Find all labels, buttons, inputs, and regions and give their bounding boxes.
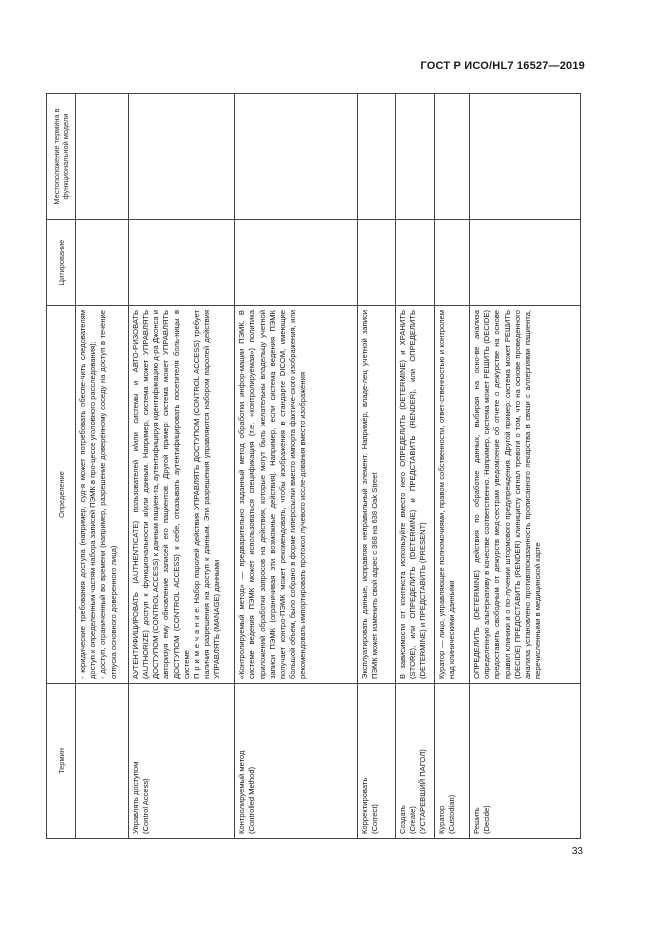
table-row bbox=[395, 94, 434, 839]
column-header-citation: Цитирование bbox=[47, 220, 76, 306]
citation-cell bbox=[434, 220, 469, 306]
definition-cell bbox=[434, 306, 469, 684]
location-cell bbox=[76, 94, 129, 220]
term-english: (Controlled Method) bbox=[247, 766, 257, 834]
location-cell bbox=[469, 94, 580, 220]
page-number: 33 bbox=[571, 846, 583, 857]
term-name: Контролируемый метод bbox=[237, 750, 247, 834]
table-row bbox=[76, 94, 129, 839]
location-cell bbox=[128, 94, 234, 220]
term-name: Создать bbox=[397, 805, 407, 834]
citation-cell bbox=[469, 220, 580, 306]
definition-paragraph: Эксплуатировать данные, исправляя неправильный элемент. Например, владе-лец учетной записи ПЭМК может изменить свой адрес с 368 на 638 Oak Street bbox=[360, 310, 380, 679]
table-row bbox=[434, 94, 469, 839]
location-cell bbox=[235, 94, 358, 220]
term-cell bbox=[358, 684, 395, 839]
rotated-table-wrapper bbox=[46, 94, 581, 839]
definition-paragraph: В зависимости от контекста используйте вместо него ОПРЕДЕЛИТЬ (DETERMINE) и ХРАНИТЬ (STORE), или ОПРЕДЕЛИТЬ (DETERMINE) и ПРЕДСТАВИТЬ (RENDER), или ОПРЕДЕЛИТЬ (DETERMINE) и ПРЕДСТАВИТЬ (PRESENT) bbox=[397, 310, 428, 679]
term-name: Куратор bbox=[436, 805, 446, 834]
term-english: (Create) bbox=[407, 806, 417, 834]
term-english: (Control Access) bbox=[140, 778, 150, 834]
column-header-term: Термин bbox=[47, 684, 76, 839]
citation-cell bbox=[358, 220, 395, 306]
term-cell bbox=[434, 684, 469, 839]
term-cell bbox=[395, 684, 434, 839]
column-header-definition: Определение bbox=[47, 306, 76, 684]
term-english: (Custodian) bbox=[446, 794, 456, 834]
location-cell bbox=[434, 94, 469, 220]
citation-cell bbox=[235, 220, 358, 306]
term-note: (УСТАРЕВШИЙ ПАГОЛ) bbox=[418, 749, 428, 834]
citation-cell bbox=[395, 220, 434, 306]
term-cell bbox=[76, 684, 129, 839]
definition-paragraph: АУТЕНТИФИЦИРОВАТЬ (AUTHENTICATE) пользователей и/или системы и АВТО-РИЗОВАТЬ (AUTHORIZE) доступ к функциональности и/или данным. Например, система может УПРАВЛЯТЬ ДОСТУПОМ (CONTROL ACCESS) к данным пациен-та, аутентифицируя идентификацию д-ра Джонса и авторизуя ему обновление записей его пациентов. Другой пример: система может УПРАВЛЯТЬ ДОСТУПОМ (CONTROL ACCESS) к себе, отказывать аутентифицировать посетителя боль-ницы в системе bbox=[130, 310, 191, 679]
term-name: Решить bbox=[471, 807, 481, 834]
table-header-row bbox=[47, 94, 76, 839]
document-code-header: ГОСТ Р ИСО/HL7 16527—2019 bbox=[420, 60, 585, 72]
terms-table bbox=[46, 93, 581, 839]
definition-paragraph: ОПРЕДЕЛИТЬ (DETERMINE) действия по обработке данных, выбирая на осно-ве анализа определенную альтернативу в качестве соответственно. Например, система может РЕШИТЬ (DECIDE) предоставить свободным от дежурств мед-сестрам уведомление об отчете о дежурстве на основе правил клиники и о по-лучении штормового предупреждения. Другой пример: система может РЕШИТЬ (DECIDE) ПРЕДОСТАВИТЬ (RENDER) клиницисту сигнал тревоги о том, что на основе проведенного анализа установлено противопоказанность прописанного лекарства в связи с аллергиями пациента, перечисленными в медицинской карте bbox=[471, 310, 543, 679]
definition-paragraph: - юридические требования доступа (например, суд-я может потребовать обеспе-чить следователям доступ к определенным частям набора записей ПЭМК в про-цессе уголовного расследования); bbox=[78, 310, 98, 679]
definition-cell bbox=[235, 306, 358, 684]
definition-cell bbox=[128, 306, 234, 684]
term-name: Корректировать bbox=[360, 777, 370, 834]
table-row bbox=[469, 94, 580, 839]
definition-cell bbox=[395, 306, 434, 684]
citation-cell bbox=[76, 220, 129, 306]
definition-paragraph: «Контролируемый метод» — предварительно заданный метод обработки инфор-мации ПЭМК. В системе ведения ПЭМК может использоваться спецификация (т.е. «контролируемая») политика приложений обработки запросов на действия, которые могут быть желательны владельцу учетной записи ПЭМК (ограничивая эти возможные действия). Например, если система ведения ПЭМК получает контро-ПЭМК может рекомендовать, чтобы изображения в стандарте DICOM, имеющие большой объем, было собрано в форме гиперссылки вместо импорта фактиче-ского изображения, или рекомендовать импортировать протокол лучевого иссле-дования вместо изображения bbox=[237, 310, 308, 679]
term-cell bbox=[235, 684, 358, 839]
term-english: (Decide) bbox=[482, 805, 492, 834]
table-row bbox=[358, 94, 395, 839]
table-row bbox=[128, 94, 234, 839]
term-cell bbox=[128, 684, 234, 839]
table-row bbox=[235, 94, 358, 839]
location-cell bbox=[395, 94, 434, 220]
column-header-location: Местоположение термина в функциональной модели bbox=[47, 94, 76, 220]
definition-cell bbox=[358, 306, 395, 684]
location-cell bbox=[358, 94, 395, 220]
term-cell bbox=[469, 684, 580, 839]
definition-paragraph: Куратор — лицо, управляющее полномочиями, правом собственности, ответ-ственностью и контролем над клиническими данными bbox=[436, 310, 456, 679]
term-english: (Correct) bbox=[370, 804, 380, 834]
citation-cell bbox=[128, 220, 234, 306]
definition-cell bbox=[469, 306, 580, 684]
definition-note-paragraph: П р и м е ч а н и е: Набор паролей действия УПРАВЛЯТЬ ДОСТУПОМ (CONTROL ACCESS) требует наличия разрешения на доступ к данным. Эти разрешения управляются набором паролей действия УПРАВЛЯТЬ (MANAGE) данными bbox=[191, 310, 222, 679]
definition-cell bbox=[76, 306, 129, 684]
definition-paragraph: - доступ, ограниченный во времени (например, разрешение доверенному соседу на доступ в течение отпуска основного доверенного лица) bbox=[98, 310, 118, 679]
term-name: Управлять доступом bbox=[130, 761, 140, 834]
